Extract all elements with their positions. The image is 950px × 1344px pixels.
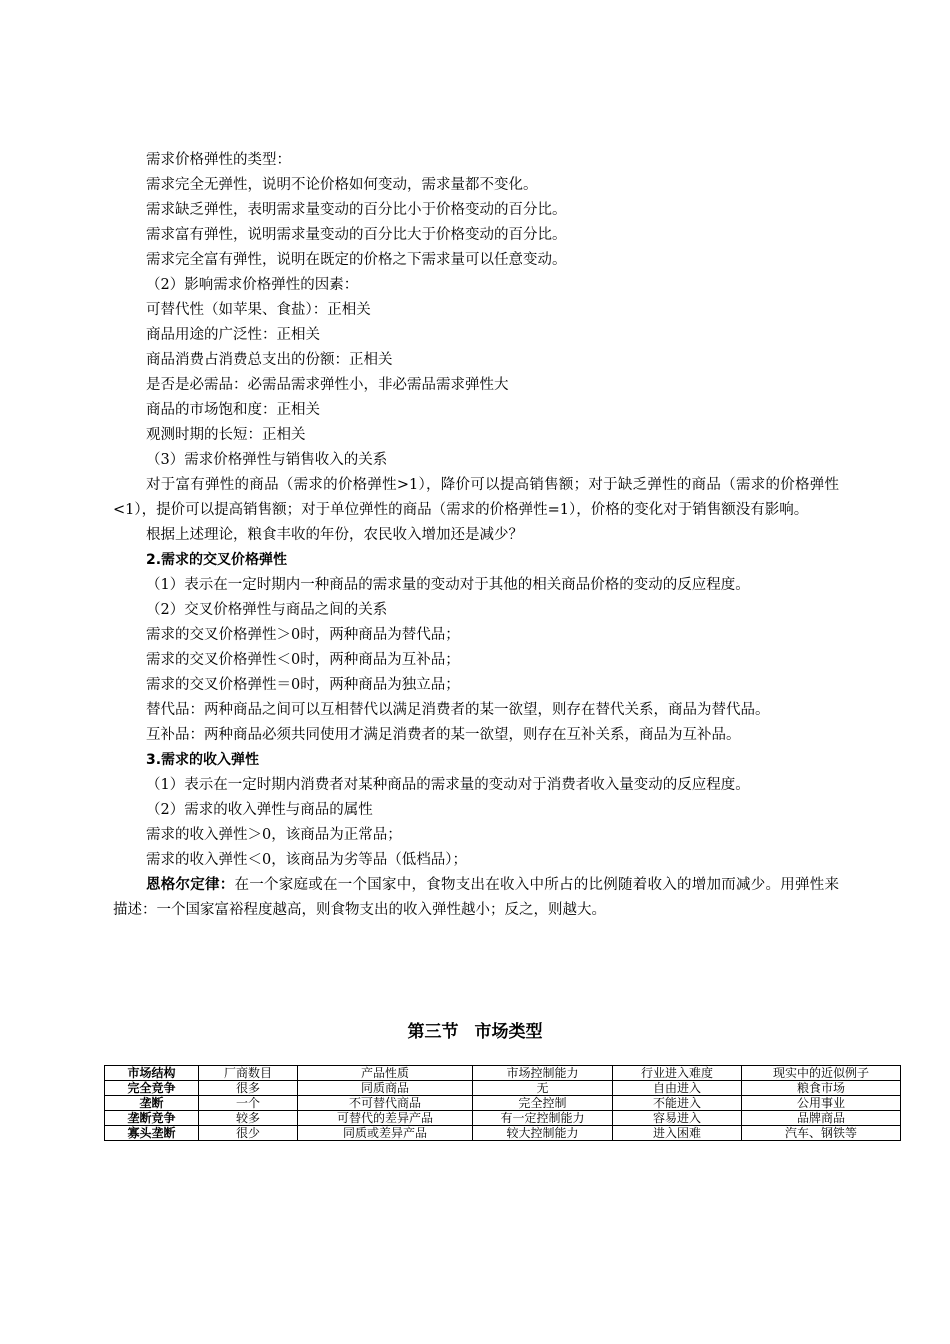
text-line: （1）表示在一定时期内消费者对某种商品的需求量的变动对于消费者收入量变动的反应程度。 <box>146 777 750 793</box>
table-cell: 可替代的差异产品 <box>298 1111 473 1126</box>
table-cell: 很多 <box>199 1081 298 1096</box>
engel-paragraph <box>113 873 839 923</box>
text-line: 需求完全富有弹性，说明在既定的价格之下需求量可以任意变动。 <box>146 252 567 268</box>
table-cell: 自由进入 <box>613 1081 742 1096</box>
table-cell: 寡头垄断 <box>105 1126 199 1141</box>
text-line: 商品的市场饱和度：正相关 <box>146 402 320 418</box>
text-line: 可替代性（如苹果、食盐）：正相关 <box>146 302 371 318</box>
table-cell: 公用事业 <box>742 1096 901 1111</box>
table-cell: 进入困难 <box>613 1126 742 1141</box>
table-cell: 同质商品 <box>298 1081 473 1096</box>
text-line: 需求的交叉价格弹性＞0时，两种商品为替代品； <box>146 627 460 643</box>
text-line: 需求的收入弹性＜0，该商品为劣等品（低档品）； <box>146 852 467 868</box>
table-row <box>105 1111 901 1126</box>
table-cell: 粮食市场 <box>742 1081 901 1096</box>
table-row <box>105 1081 901 1096</box>
table-header-cell: 市场控制能力 <box>473 1066 613 1081</box>
table-cell: 较大控制能力 <box>473 1126 613 1141</box>
subheading-cross-elasticity: 2.需求的交叉价格弹性 <box>146 552 288 568</box>
text-line: 需求缺乏弹性，表明需求量变动的百分比小于价格变动的百分比。 <box>146 202 567 218</box>
table-cell: 有一定控制能力 <box>473 1111 613 1126</box>
table-cell: 完全控制 <box>473 1096 613 1111</box>
table-cell: 品牌商品 <box>742 1111 901 1126</box>
table-cell: 垄断 <box>105 1096 199 1111</box>
text-line: （2）交叉价格弹性与商品之间的关系 <box>146 602 388 618</box>
table-header-cell: 市场结构 <box>105 1066 199 1081</box>
table-header-cell: 行业进入难度 <box>613 1066 742 1081</box>
complement-line: 互补品：两种商品必须共同使用才满足消费者的某一欲望，则存在互补关系，商品为互补品。 <box>146 727 741 743</box>
text-line: 需求完全无弹性，说明不论价格如何变动，需求量都不变化。 <box>146 177 538 193</box>
text-line: 商品用途的广泛性：正相关 <box>146 327 320 343</box>
text-line: （1）表示在一定时期内一种商品的需求量的变动对于其他的相关商品价格的变动的反应程度。 <box>146 577 750 593</box>
text-line: 是否是必需品：必需品需求弹性小，非必需品需求弹性大 <box>146 377 509 393</box>
table-header-cell: 现实中的近似例子 <box>742 1066 901 1081</box>
document-body <box>113 148 839 923</box>
section-number: 第三节 <box>407 1022 459 1042</box>
subheading-income-elasticity: 3.需求的收入弹性 <box>146 752 260 768</box>
engel-text: 在一个家庭或在一个国家中，食物支出在收入中所占的比例随着收入的增加而减少。用弹性来描述：一个国家富裕程度越高，则食物支出的收入弹性越小；反之，则越大。 <box>113 877 839 918</box>
table-cell: 不可替代商品 <box>298 1096 473 1111</box>
text-line: 需求的交叉价格弹性＜0时，两种商品为互补品； <box>146 652 460 668</box>
table-header-cell: 产品性质 <box>298 1066 473 1081</box>
table-cell: 一个 <box>199 1096 298 1111</box>
section-title <box>0 1017 950 1042</box>
table-cell: 同质或差异产品 <box>298 1126 473 1141</box>
table-cell: 垄断竞争 <box>105 1111 199 1126</box>
text-line: 需求价格弹性的类型： <box>146 152 291 168</box>
table-cell: 较多 <box>199 1111 298 1126</box>
text-line: 商品消费占消费总支出的份额：正相关 <box>146 352 393 368</box>
table-row <box>105 1096 901 1111</box>
section-name: 市场类型 <box>474 1022 543 1042</box>
question-line: 根据上述理论，粮食丰收的年份，农民收入增加还是减少？ <box>146 527 523 543</box>
table-header-cell: 厂商数目 <box>199 1066 298 1081</box>
table-cell: 完全竞争 <box>105 1081 199 1096</box>
market-types-table <box>104 1065 901 1141</box>
table-cell: 不能进入 <box>613 1096 742 1111</box>
table-cell: 无 <box>473 1081 613 1096</box>
text-line: 需求的收入弹性＞0，该商品为正常品； <box>146 827 402 843</box>
table-cell: 容易进入 <box>613 1111 742 1126</box>
table-cell: 汽车、钢铁等 <box>742 1126 901 1141</box>
engel-label: 恩格尔定律： <box>146 877 235 893</box>
table-row <box>105 1126 901 1141</box>
text-line: 观测时期的长短：正相关 <box>146 427 306 443</box>
text-line: （2）需求的收入弹性与商品的属性 <box>146 802 373 818</box>
table-header-row <box>105 1066 901 1081</box>
revenue-paragraph: 对于富有弹性的商品（需求的价格弹性>1），降价可以提高销售额；对于缺乏弹性的商品（需求的价格弹性<1），提价可以提高销售额；对于单位弹性的商品（需求的价格弹性=1），价格的变化对于销售额没有影响。 <box>113 477 839 518</box>
text-line: （3）需求价格弹性与销售收入的关系 <box>146 452 388 468</box>
text-line: 需求富有弹性，说明需求量变动的百分比大于价格变动的百分比。 <box>146 227 567 243</box>
substitute-paragraph: 替代品：两种商品之间可以互相替代以满足消费者的某一欲望，则存在替代关系，商品为替代品。 <box>146 702 770 718</box>
text-line: （2）影响需求价格弹性的因素： <box>146 277 359 293</box>
text-line: 需求的交叉价格弹性＝0时，两种商品为独立品； <box>146 677 460 693</box>
table-cell: 很少 <box>199 1126 298 1141</box>
